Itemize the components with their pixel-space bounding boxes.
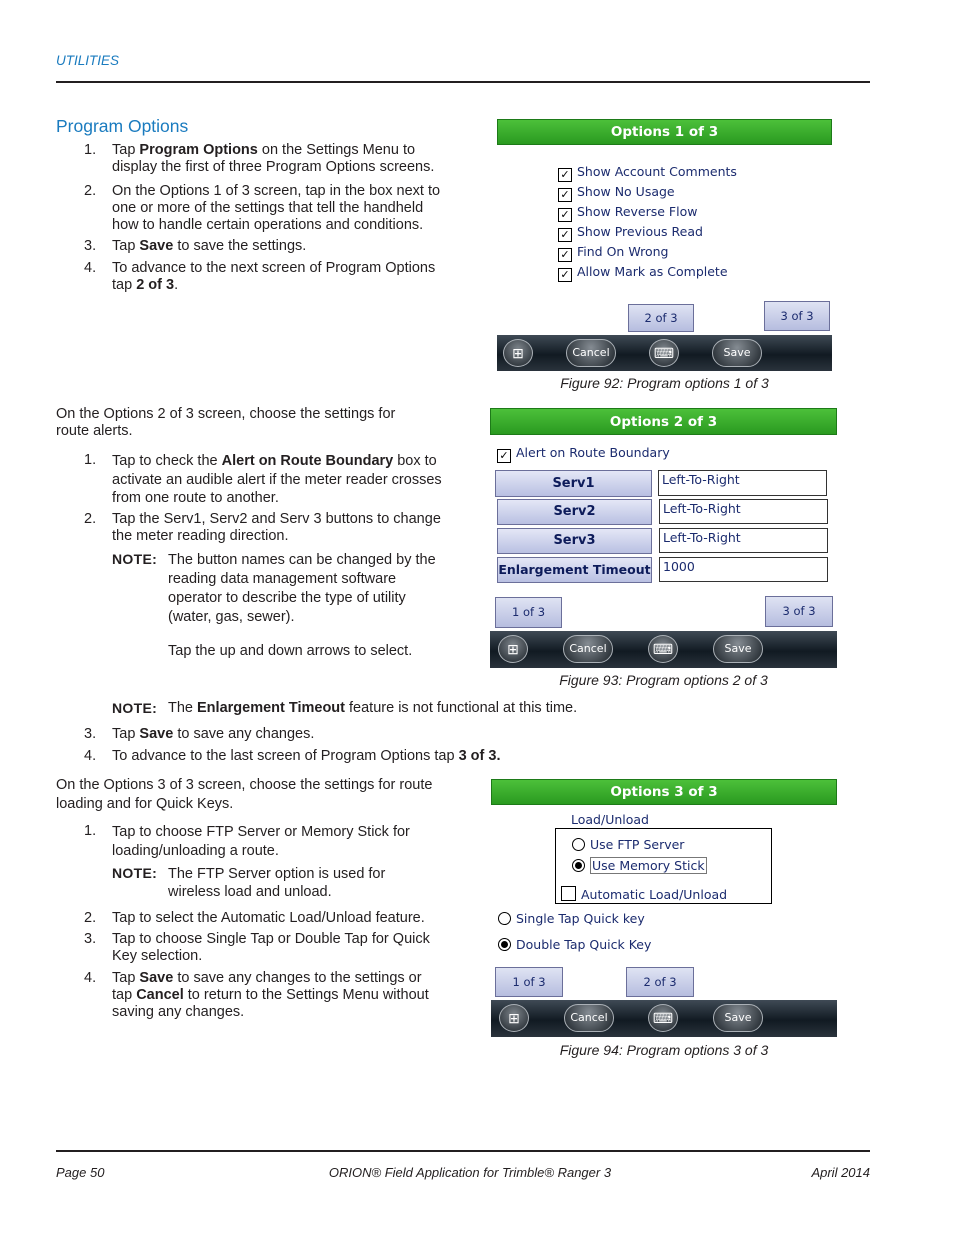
taskbar: [491, 1000, 837, 1037]
step-number: 1.: [84, 142, 97, 158]
keyboard-icon[interactable]: ⌨: [648, 635, 678, 663]
step-number: 3.: [84, 931, 97, 947]
checkbox-item[interactable]: ✓ Show Account Comments: [558, 162, 737, 182]
step-number: 4.: [84, 748, 97, 764]
checkbox-checked-icon: ✓: [558, 268, 572, 282]
windows-start-icon[interactable]: ⊞: [499, 1004, 529, 1032]
screen-title: Options 3 of 3: [491, 779, 837, 805]
step-text: Tap to select the Automatic Load/Unload feature.: [112, 910, 425, 926]
checkbox-checked-icon: ✓: [558, 248, 572, 262]
checkbox-checked-icon: ✓: [558, 208, 572, 222]
cancel-button[interactable]: Cancel: [566, 339, 616, 367]
alert-route-boundary-checkbox[interactable]: ✓ Alert on Route Boundary: [497, 445, 670, 463]
taskbar: [490, 631, 837, 668]
windows-start-icon[interactable]: ⊞: [498, 635, 528, 663]
figure-caption: Figure 92: Program options 1 of 3: [560, 375, 769, 391]
checkbox-checked-icon: ✓: [558, 228, 572, 242]
step-number: 4.: [84, 970, 97, 986]
page-2-button[interactable]: 2 of 3: [626, 967, 694, 997]
intro-paragraph: On the Options 3 of 3 screen, choose the settings for route loading and for Quick Keys.: [56, 777, 433, 812]
checkbox-item[interactable]: ✓ Show No Usage: [558, 182, 737, 202]
page-3-button[interactable]: 3 of 3: [764, 301, 830, 331]
step-number: 3.: [84, 238, 97, 254]
enlargement-timeout-field[interactable]: 1000: [659, 557, 828, 582]
step-text: Tap Program Options on the Settings Menu to display the first of three Program Options screens.: [112, 142, 435, 175]
radio-selected-icon: [572, 859, 585, 872]
radio-selected-icon: [498, 938, 511, 951]
step-text: Tap Save to save any changes to the settings or tap Cancel to return to the Settings Menu without saving any changes.: [112, 970, 429, 1020]
checkbox-checked-icon: ✓: [558, 188, 572, 202]
checkbox-item[interactable]: ✓ Show Reverse Flow: [558, 202, 737, 222]
serv1-button[interactable]: Serv1: [495, 470, 652, 497]
step-number: 1.: [84, 452, 97, 468]
serv2-direction-field[interactable]: Left-To-Right: [659, 499, 828, 524]
note-text: The Enlargement Timeout feature is not functional at this time.: [168, 700, 578, 716]
checkbox-item[interactable]: ✓ Show Previous Read: [558, 222, 737, 242]
step-number: 1.: [84, 823, 97, 839]
step-number: 4.: [84, 260, 97, 276]
save-button[interactable]: Save: [712, 339, 762, 367]
footer-date: April 2014: [811, 1165, 870, 1180]
serv1-direction-field[interactable]: Left-To-Right: [658, 470, 827, 496]
options-1-checklist: [558, 162, 737, 282]
step-text: Tap the Serv1, Serv2 and Serv 3 buttons to change the meter reading direction.: [112, 511, 441, 544]
page-1-button[interactable]: 1 of 3: [495, 967, 563, 997]
serv3-direction-field[interactable]: Left-To-Right: [659, 528, 828, 553]
footer-title: ORION® Field Application for Trimble® Ranger 3: [328, 1165, 612, 1180]
intro-paragraph: On the Options 2 of 3 screen, choose the settings for route alerts.: [56, 406, 396, 439]
save-button[interactable]: Save: [713, 635, 763, 663]
step-text: To advance to the last screen of Program Options tap 3 of 3.: [112, 748, 501, 764]
step-text: Tap Save to save any changes.: [112, 726, 315, 742]
radio-unselected-icon: [498, 912, 511, 925]
step-text: Tap to check the Alert on Route Boundary box to activate an audible alert if the meter reader crosses from one route to another.: [112, 453, 442, 506]
note-text: The button names can be changed by the reading data management software operator to describe the type of utility (water, gas, sewer).: [168, 552, 436, 625]
use-ftp-server-radio[interactable]: Use FTP Server: [572, 837, 684, 852]
keyboard-icon[interactable]: ⌨: [649, 339, 679, 367]
step-number: 2.: [84, 183, 97, 199]
note-extra: Tap the up and down arrows to select.: [168, 643, 413, 659]
serv2-button[interactable]: Serv2: [497, 499, 652, 525]
cancel-button[interactable]: Cancel: [564, 1004, 614, 1032]
page-heading: Program Options: [56, 116, 189, 136]
step-text: To advance to the next screen of Program Options tap 2 of 3.: [112, 260, 436, 293]
page-number: Page 50: [56, 1165, 105, 1180]
note-label: NOTE:: [112, 700, 158, 716]
cancel-button[interactable]: Cancel: [563, 635, 613, 663]
step-text: Tap to choose FTP Server or Memory Stick for loading/unloading a route.: [112, 824, 410, 859]
save-button[interactable]: Save: [713, 1004, 763, 1032]
group-label: Load/Unload: [567, 812, 653, 827]
note-text: The FTP Server option is used for wireless load and unload.: [168, 866, 386, 900]
use-memory-stick-radio[interactable]: Use Memory Stick: [572, 858, 707, 873]
step-number: 2.: [84, 910, 97, 926]
taskbar: [497, 335, 832, 371]
checkbox-checked-icon: ✓: [558, 168, 572, 182]
note-label: NOTE:: [112, 551, 158, 567]
step-text: Tap to choose Single Tap or Double Tap for Quick Key selection.: [112, 931, 430, 964]
page-2-button[interactable]: 2 of 3: [628, 304, 694, 332]
step-number: 2.: [84, 511, 97, 527]
screen-title: Options 2 of 3: [490, 408, 837, 435]
enlargement-timeout-button[interactable]: Enlargement Timeout: [497, 557, 652, 583]
section-header: UTILITIES: [56, 53, 120, 68]
automatic-load-unload-checkbox[interactable]: Automatic Load/Unload: [561, 886, 727, 902]
step-text: On the Options 1 of 3 screen, tap in the box next to one or more of the settings that tell the handheld how to handle certain operations and conditions.: [112, 183, 441, 233]
checkbox-checked-icon: ✓: [497, 449, 511, 463]
figure-caption: Figure 93: Program options 2 of 3: [559, 672, 768, 688]
page-1-button[interactable]: 1 of 3: [495, 597, 562, 628]
header-rule: [56, 81, 870, 83]
checkbox-unchecked-icon: [561, 886, 576, 901]
keyboard-icon[interactable]: ⌨: [648, 1004, 678, 1032]
radio-unselected-icon: [572, 838, 585, 851]
step-text: Tap Save to save the settings.: [112, 238, 307, 254]
note-label: NOTE:: [112, 865, 158, 881]
step-number: 3.: [84, 726, 97, 742]
screen-title: Options 1 of 3: [497, 119, 832, 145]
page-3-button[interactable]: 3 of 3: [765, 596, 833, 627]
checkbox-item[interactable]: ✓ Allow Mark as Complete: [558, 262, 737, 282]
windows-start-icon[interactable]: ⊞: [503, 339, 533, 367]
serv3-button[interactable]: Serv3: [497, 528, 652, 554]
checkbox-item[interactable]: ✓ Find On Wrong: [558, 242, 737, 262]
single-tap-radio[interactable]: Single Tap Quick key: [498, 911, 645, 926]
footer-rule: [56, 1150, 870, 1152]
figure-caption: Figure 94: Program options 3 of 3: [559, 1042, 769, 1058]
double-tap-radio[interactable]: Double Tap Quick Key: [498, 937, 651, 952]
